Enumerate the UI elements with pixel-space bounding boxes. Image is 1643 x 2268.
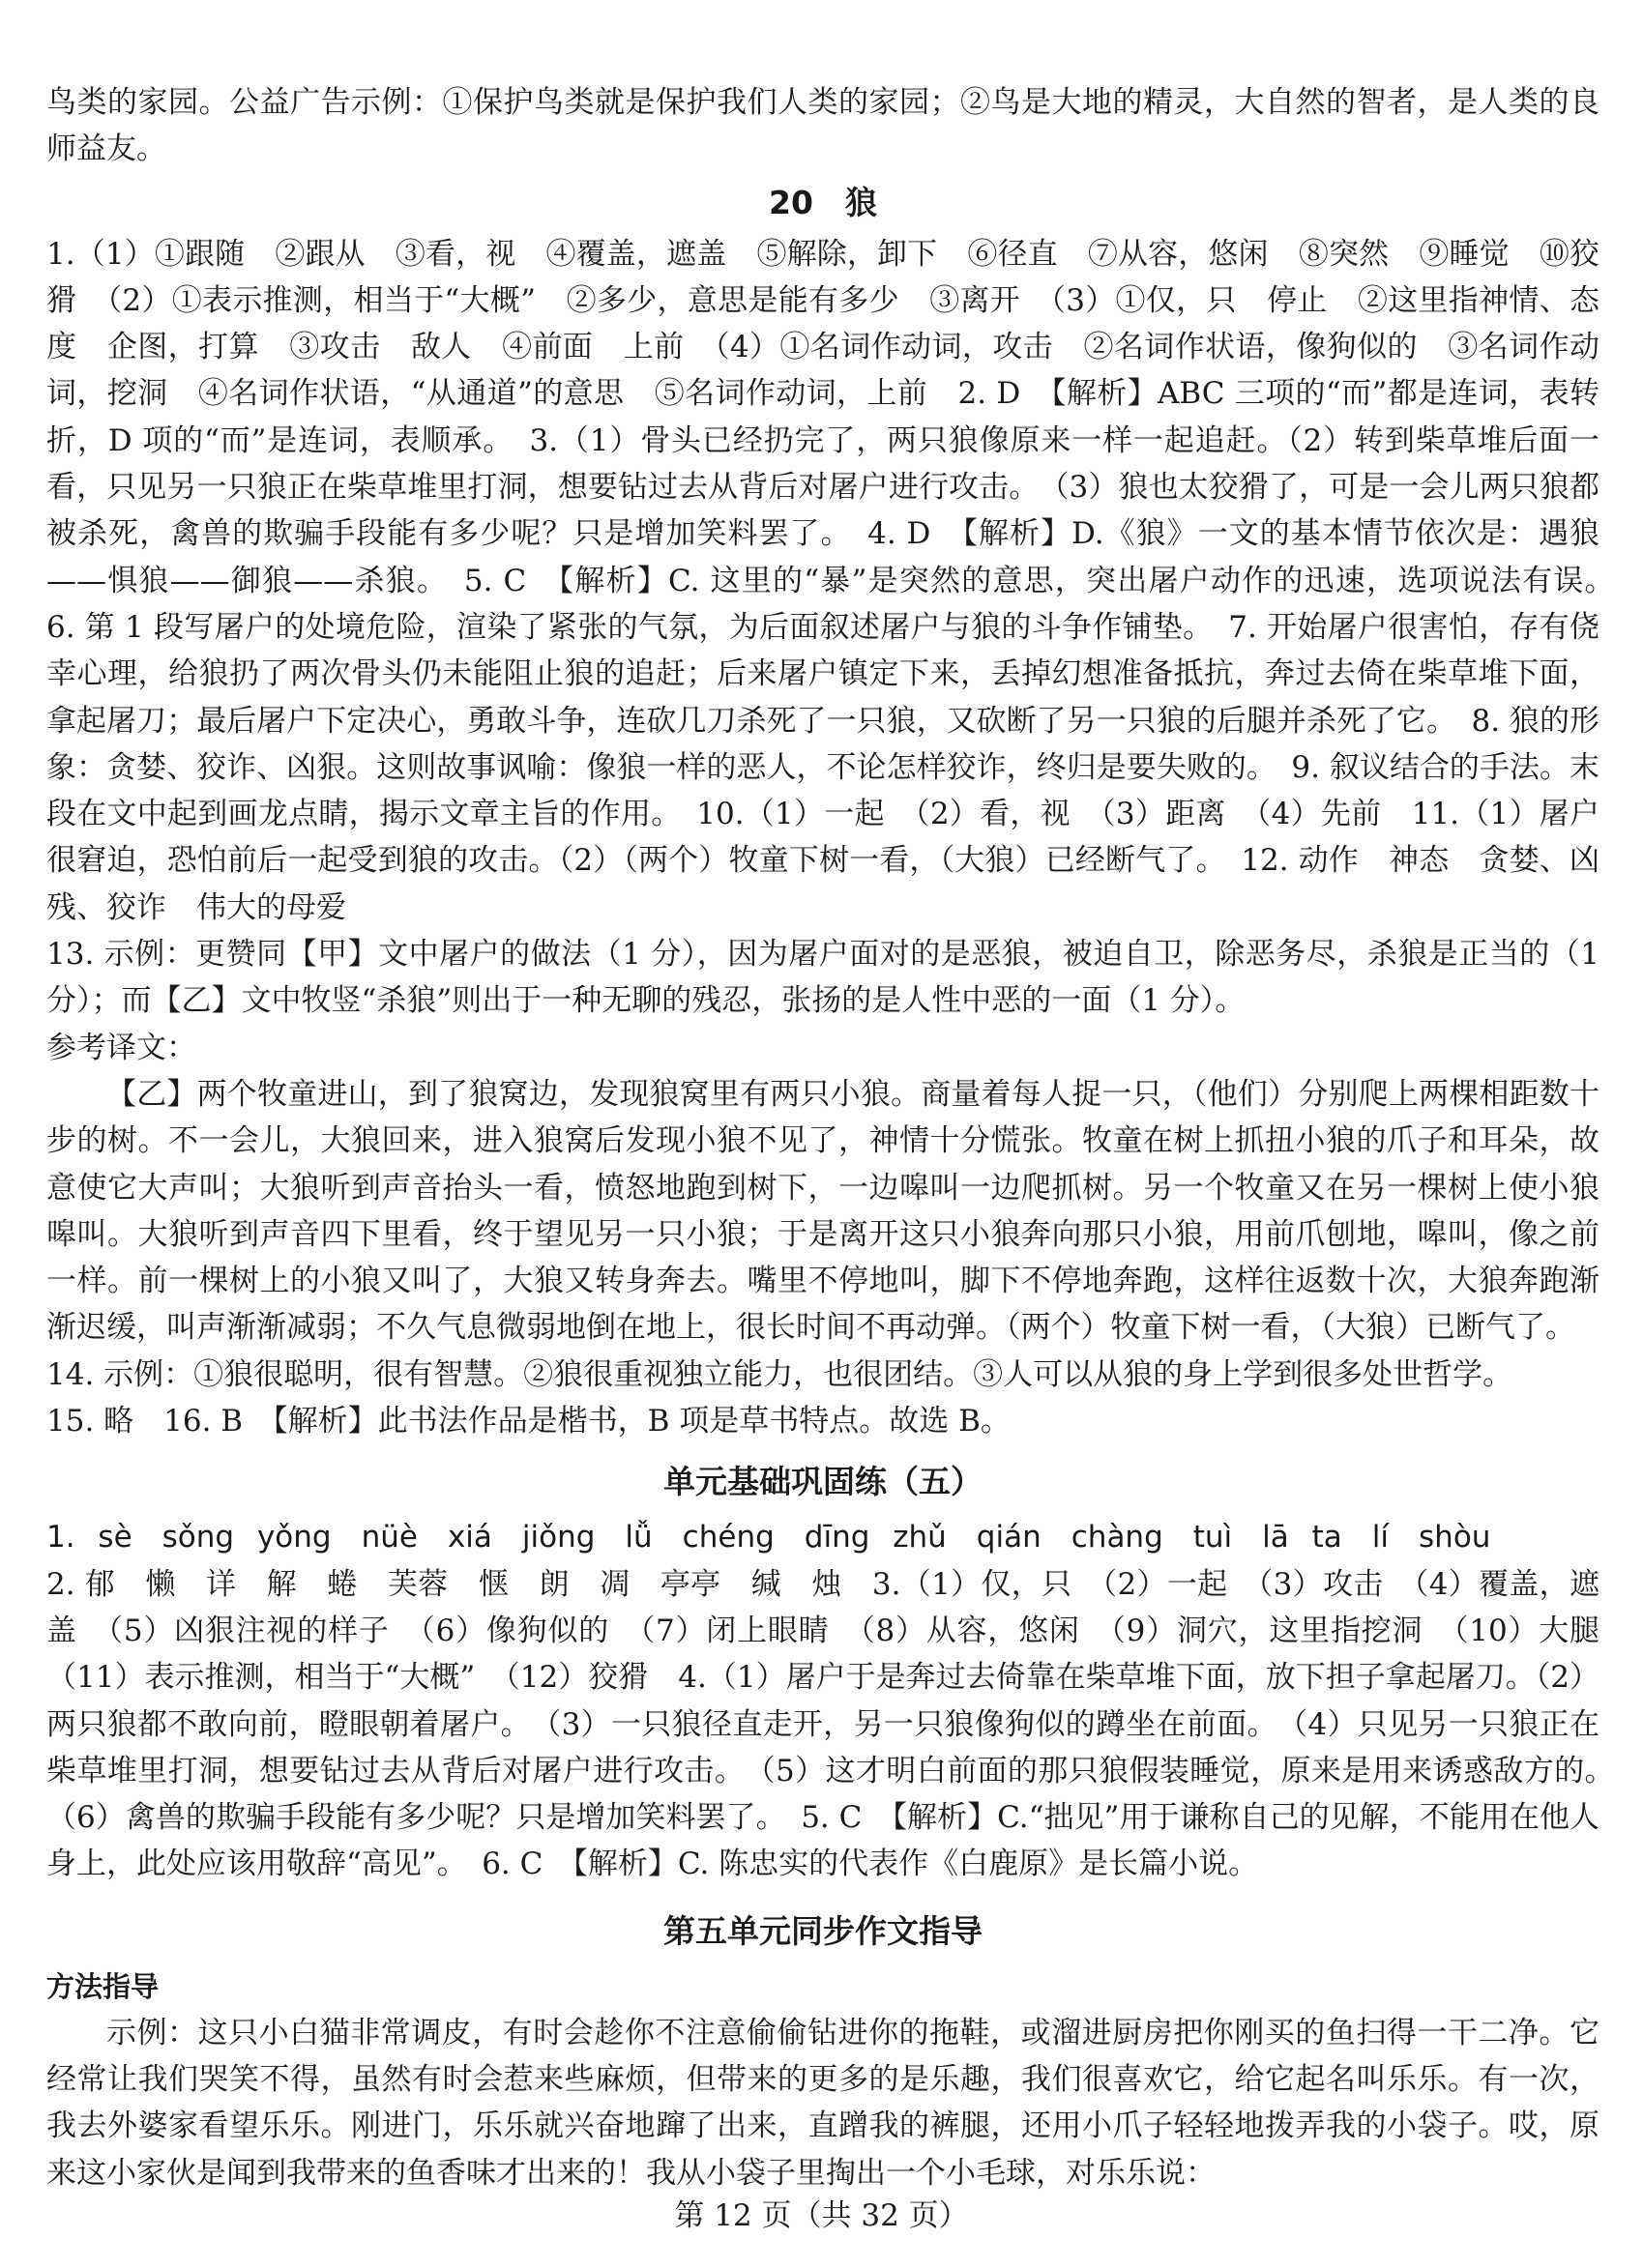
intro-paragraph: 鸟类的家园。公益广告示例：①保护鸟类就是保护我们人类的家园；②鸟是大地的精灵，大自然的智者，是人类的良师益友。 — [46, 85, 1599, 167]
translation-paragraph: 【乙】两个牧童进山，到了狼窝边，发现狼窝里有两只小狼。商量着每人捉一只，（他们）分别爬上两棵相距数十步的树。不一会儿，大狼回来，进入狼窝后发现小狼不见了，神情十分慌张。牧童在树上抓扭小狼的爪子和耳朵，故意使它大声叫；大狼听到声音抬头一看，愤怒地跑到树下，一边嗥叫一边爬抓树。另一个牧童又在另一棵树上使小狼嗥叫。大狼听到声音四下里看，终于望见另一只小狼；于是离开这只小狼奔向那只小狼，用前爪刨地，嗥叫，像之前一样。前一棵树上的小狼又叫了，大狼又转身奔去。嘴里不停地叫，脚下不停地奔跑，这样往返数十次，大狼奔跑渐渐迟缓，叫声渐渐减弱；不久气息微弱地倒在地上，很长时间不再动弹。（两个）牧童下树一看，（大狼）已断气了。 — [46, 1076, 1599, 1346]
wolf-answer-15-16: 15. 略 16. B 【解析】此书法作品是楷书，B 项是草书特点。故选 B。 — [46, 1404, 1011, 1439]
section-title-unit5: 单元基础巩固练（五） — [663, 1463, 983, 1501]
translation-label: 参考译文： — [46, 1030, 196, 1065]
wolf-answer-13: 13. 示例：更赞同【甲】文中屠户的做法（1 分），因为屠户面对的是恶狼，被迫自卫，除恶务尽，杀狼是正当的（1 分）；而【乙】文中牧竖“杀狼”则出于一种无聊的残忍，张扬的是人性中恶的一面（1 分）。 — [46, 937, 1599, 1019]
page-number: 第 12 页（共 32 页） — [674, 2198, 969, 2233]
method-guide-label: 方法指导 — [46, 1969, 160, 2003]
section-title-wolf: 20 狼 — [769, 183, 877, 221]
writing-example: 示例：这只小白猫非常调皮，有时会趁你不注意偷偷钻进你的拖鞋，或溜进厨房把你刚买的鱼扫得一干二净。它经常让我们哭笑不得，虽然有时会惹来些麻烦，但带来的更多的是乐趣，我们很喜欢它，给它起名叫乐乐。有一次，我去外婆家看望乐乐。刚进门，乐乐就兴奋地蹿了出来，直蹭我的裤腿，还用小爪子轻轻地拨弄我的小袋子。哎，原来这小家伙是闻到我带来的鱼香味才出来的！我从小袋子里掏出一个小毛球，对乐乐说： — [46, 2015, 1599, 2191]
section-title-writing: 第五单元同步作文指导 — [663, 1911, 983, 1950]
page-content — [46, 79, 1629, 2196]
unit5-answers: 2. 郁 懒 详 解 蜷 芙蓉 惬 朗 凋 亭亭 缄 烛 3.（1）仅，只 （2）一起 （3）攻击 （4）覆盖，遮盖 （5）凶狠注视的样子 （6）像狗似的 （7）闭上眼睛 （8）从容，悠闲 （9）洞穴，这里指挖洞 （10）大腿 （11）表示推测，相当于“大概” （12）狡猾 4.（1）屠户于是奔过去倚靠在柴草堆下面，放下担子拿起屠刀。（2）两只狼都不敢向前，瞪眼朝着屠户。 （3）一只狼径直走开，另一只狼像狗似的蹲坐在前面。 （4）只见另一只狼正在柴草堆里打洞，想要钻过去从背后对屠户进行攻击。 （5）这才明白前面的那只狼假装睡觉，原来是用来诱惑敌方的。 （6）禽兽的欺骗手段能有多少呢？只是增加笑料罢了。 5. C 【解析】C.“拙见”用于谦称自己的见解，不能用在他人身上，此处应该用敬辞“高见”。 6. C 【解析】C. 陈忠实的代表作《白鹿原》是长篇小说。 — [46, 1566, 1629, 1882]
wolf-answer-14: 14. 示例：①狼很聪明，很有智慧。②狼很重视独立能力，也很团结。③人可以从狼的身上学到很多处世哲学。 — [46, 1356, 1513, 1392]
wolf-answers-main: 1.（1）①跟随 ②跟从 ③看，视 ④覆盖，遮盖 ⑤解除，卸下 ⑥径直 ⑦从容，悠闲 ⑧突然 ⑨睡觉 ⑩狡猾 （2）①表示推测，相当于“大概” ②多少，意思是能有多少 ③离开 （3）①仅，只 停止 ②这里指神情、态度 企图，打算 ③攻击 敌人 ④前面 上前 （4）①名词作动词，攻击 ②名词作状语，像狗似的 ③名词作动词，挖洞 ④名词作状语，“从通道”的意思 ⑤名词作动词，上前 2. D 【解析】ABC 三项的“而”都是连词，表转折，D 项的“而”是连词，表顺承。 3.（1）骨头已经扔完了，两只狼像原来一样一起追赶。（2）转到柴草堆后面一看，只见另一只狼正在柴草堆里打洞，想要钻过去从背后对屠户进行攻击。 （3）狼也太狡猾了，可是一会儿两只狼都被杀死，禽兽的欺骗手段能有多少呢？只是增加笑料罢了。 4. D 【解析】D.《狼》一文的基本情节依次是：遇狼——惧狼——御狼——杀狼。 5. C 【解析】C. 这里的“暴”是突然的意思，突出屠户动作的迅速，选项说法有误。 6. 第 1 段写屠户的处境危险，渲染了紧张的气氛，为后面叙述屠户与狼的斗争作铺垫。 7. 开始屠户很害怕，存有侥幸心理，给狼扔了两次骨头仍未能阻止狼的追赶；后来屠户镇定下来，丢掉幻想准备抵抗，奔过去倚在柴草堆下面，拿起屠刀；最后屠户下定决心，勇敢斗争，连砍几刀杀死了一只狼，又砍断了另一只狼的后腿并杀死了它。 8. 狼的形象：贪婪、狡诈、凶狠。这则故事讽喻：像狼一样的恶人，不论怎样狡诈，终归是要失败的。 9. 叙议结合的手法。末段在文中起到画龙点睛，揭示文章主旨的作用。 10.（1）一起 （2）看，视 （3）距离 （4）先前 11.（1）屠户很窘迫，恐怕前后一起受到狼的攻击。（2）（两个）牧童下树一看，（大狼）已经断气了。 12. 动作 神态 贪婪、凶残、狡诈 伟大的母爱 — [46, 236, 1629, 925]
unit5-pinyin-answers: 1. sè sǒng yǒng nüè xiá jiǒng lǚ chéng dīng zhǔ qián chàng tuì lā ta lí shòu — [46, 1520, 1491, 1556]
